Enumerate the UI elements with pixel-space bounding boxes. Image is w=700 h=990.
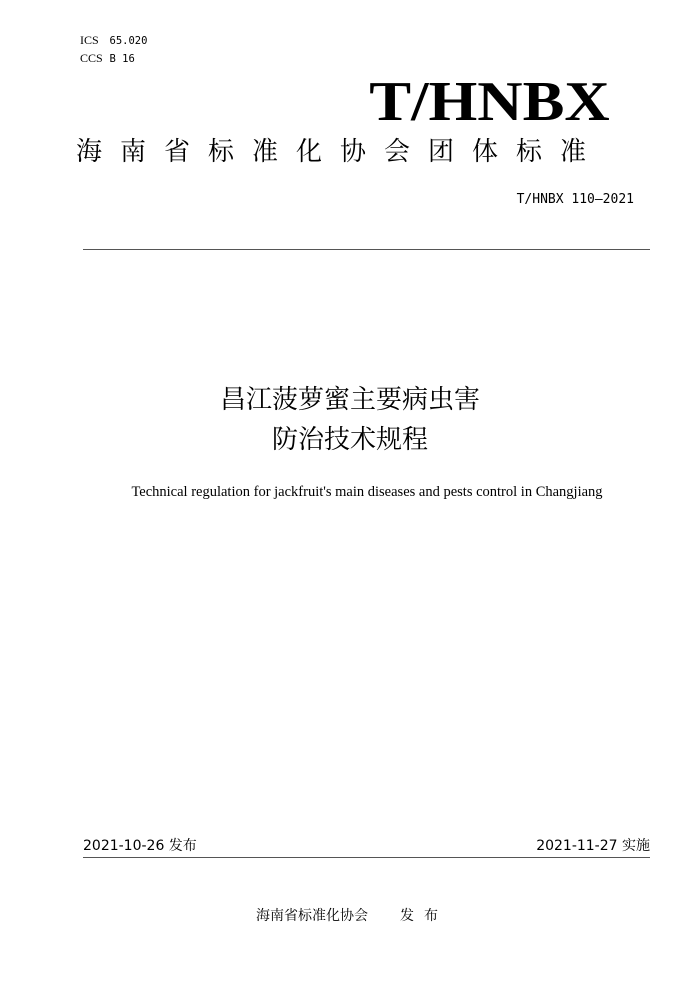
issue-date: 2021-10-26 发布 <box>83 838 197 854</box>
ccs-row <box>80 50 147 68</box>
standard-number: T/HNBX 110—2021 <box>516 192 634 207</box>
footer-divider <box>83 857 650 858</box>
publish-word: 发布 <box>400 908 448 924</box>
title-cn-line2: 防治技术规程 <box>271 425 428 455</box>
title-cn-line1: 昌江菠萝蜜主要病虫害 <box>219 385 480 415</box>
issuer-name: 海南省标准化协会 <box>256 908 368 924</box>
classification-codes <box>80 32 147 68</box>
title-en: Technical regulation for jackfruit's main diseases and pests control in Changjiang <box>131 484 603 500</box>
organization-title: 海南省标准化协会团体标准 <box>76 137 605 167</box>
issuer-line <box>256 905 448 925</box>
header-divider <box>83 249 650 250</box>
ics-value: 65.020 <box>109 35 148 47</box>
ccs-label: CCS <box>80 51 103 65</box>
ics-row <box>80 32 147 50</box>
implement-date: 2021-11-27 实施 <box>536 838 650 854</box>
ics-label: ICS <box>80 33 99 47</box>
standard-code-logo: T/HNBX <box>369 71 610 133</box>
ccs-value: B 16 <box>109 53 135 65</box>
